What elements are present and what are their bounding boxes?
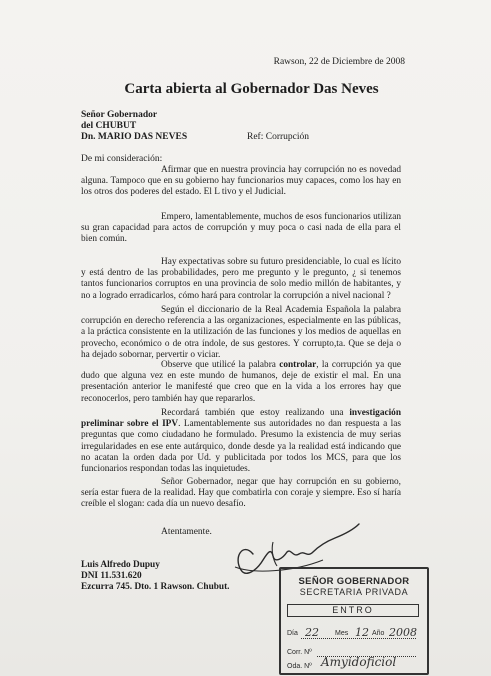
closing: Atentamente.: [161, 527, 212, 537]
paragraph-4: Según el diccionario de la Real Academia Española la palabra corrupción en derecho referencia a las organizaciones, especialmente en las públicas, a la práctica consistente en la utilización de las funciones y los medios de aquellas en provecho, económico o de otra índole, de sus gestores. Y corrupto,ta. Que se deja o ha dejado sobornar, pervertir o viciar.: [81, 305, 401, 360]
paragraph-6-bold: investigación preliminar sobre el IPV: [81, 408, 401, 430]
recipient-name: Dn. MARIO DAS NEVES: [81, 132, 188, 142]
stamp-ano-label: Año: [372, 630, 385, 637]
paragraph-5: [81, 360, 401, 405]
stamp-mes-label: Mes: [335, 630, 349, 637]
paragraph-1: Afirmar que en nuestra provincia hay corrupción no es novedad alguna. Tampoco que en su gobierno hay funcionarios muy capaces, como los hay en los otros dos poderes del estado. El L tivo y el Judicial.: [81, 165, 401, 198]
stamp-oda-label: Oda. Nº: [287, 663, 312, 670]
paragraph-6: [81, 408, 401, 475]
stamp-dia-value: 22: [305, 626, 319, 639]
stamp-oda-signature: Amyidoficiol: [321, 655, 397, 669]
signer-dni: DNI 11.531.620: [81, 571, 142, 581]
stamp-mes-value: 12: [355, 626, 369, 639]
stamp-line-2: SECRETARIA PRIVADA: [299, 587, 409, 597]
greeting: De mi consideración:: [81, 154, 163, 164]
stamp-date-dotted-line: [301, 638, 416, 639]
stamp-line-1: SEÑOR GOBERNADOR: [298, 576, 410, 587]
paragraph-5-bold: controlar: [279, 360, 317, 370]
paragraph-3: Hay expectativas sobre su futuro presidenciable, lo cual es lícito y está dentro de las probabilidades, pero me pregunto y le pregunto, ¿ si tenemos tantos funcionarios corruptos en una provincia de solo medio millón de habitantes, y no a logrado erradicarlos, cómo hará para controlar la corrupción a nivel nacional ?: [81, 257, 401, 301]
letter-date: Rawson, 22 de Diciembre de 2008: [273, 57, 405, 67]
letter-title: Carta abierta al Gobernador Das Neves: [124, 81, 379, 97]
paragraph-5-text-b: , la corrupción ya que dudo que alguna vez en este mundo de humanos, deje de existir el mal. En una presentación anterior le manifesté que creo que en la vida a los errores hay que reconocerlos, pero también hay que repararlos.: [81, 360, 401, 404]
signer-address: Ezcurra 745. Dto. 1 Rawson. Chubut.: [81, 582, 230, 592]
stamp-ano-value: 2008: [389, 626, 417, 639]
reception-stamp: [279, 567, 429, 675]
stamp-corr-label: Corr. Nº: [287, 649, 312, 656]
stamp-dia-label: Día: [287, 630, 298, 637]
reference-line: Ref: Corrupción: [247, 132, 310, 142]
paragraph-6-text-a: Recordará también que estoy realizando una: [161, 408, 350, 418]
paragraph-6-text-b: . Lamentablemente sus autoridades no dan respuesta a las preguntas que como ciudadano he formulado. Presumo la existencia de muy serias irregularidades en ese ente autárquico, donde desde ya la realidad está indicando que no acatan la orden dada por Ud. y publicitada por todos los MCS, para que los funcionarios respondan todas las inquietudes.: [81, 419, 401, 475]
recipient-province: del CHUBUT: [81, 121, 137, 131]
stamp-entry-box: ENTRO: [287, 604, 419, 617]
paragraph-5-text-a: Observe que utilicé la palabra: [161, 360, 280, 370]
signer-name: Luis Alfredo Dupuy: [81, 560, 160, 570]
paragraph-2: Empero, lamentablemente, muchos de esos funcionarios utilizan su gran capacidad para actos de corrupción y muy poca o casi nada de ella para el bien común.: [81, 212, 401, 245]
recipient-title: Señor Gobernador: [81, 110, 158, 120]
paragraph-7: Señor Gobernador, negar que hay corrupción en su gobierno, sería estar fuera de la realidad. Hay que combatirla con coraje y siempre. Eso sí haría creíble el slogan: cada día un nuevo desafío.: [81, 477, 401, 510]
